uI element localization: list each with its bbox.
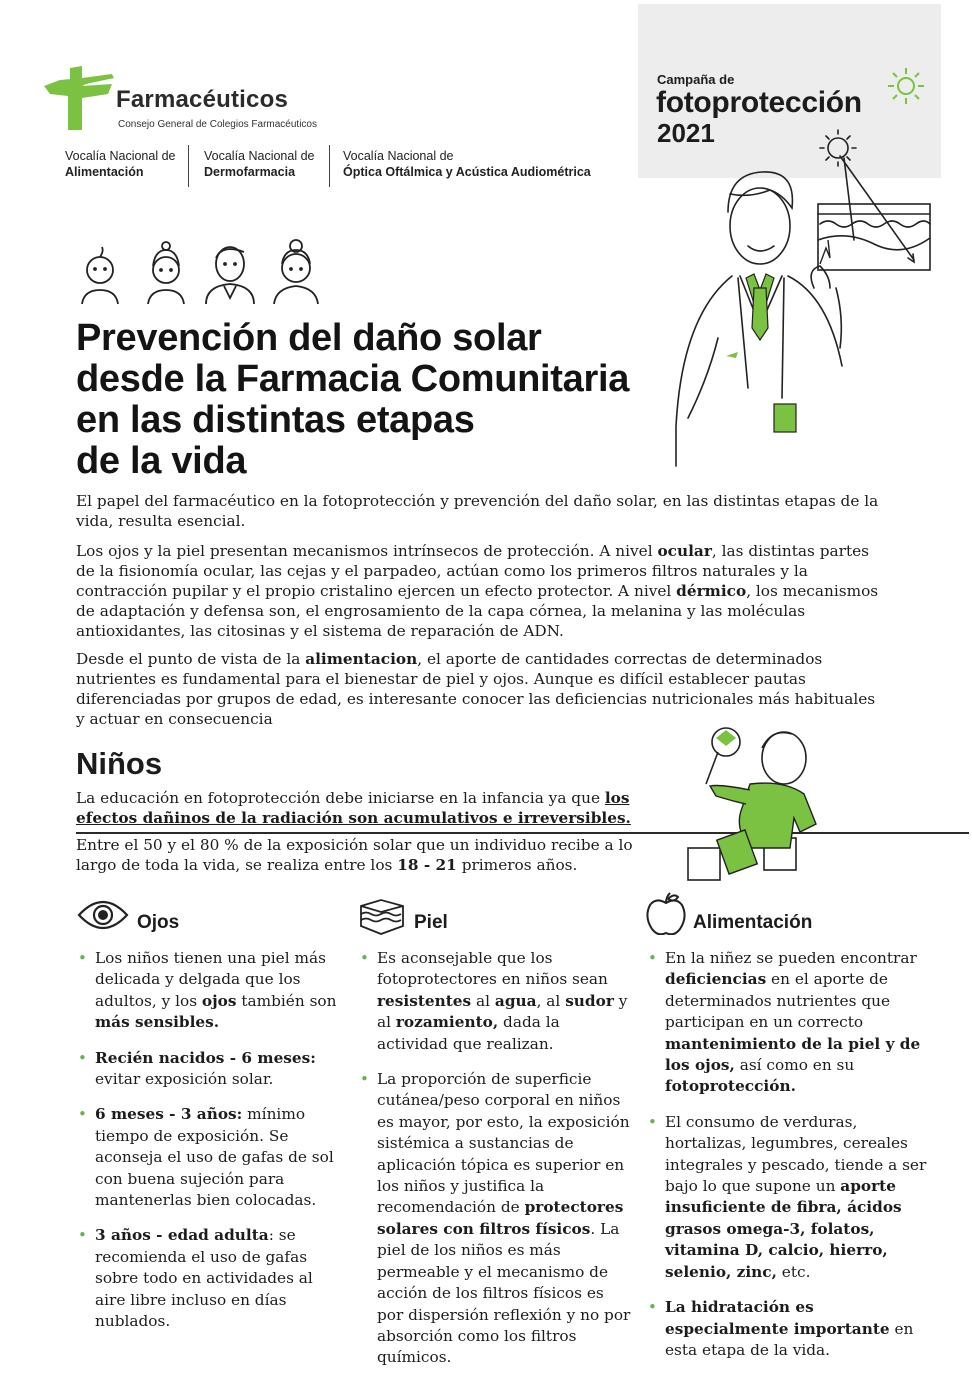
column-piel bbox=[359, 948, 631, 1383]
skin-layers-icon bbox=[357, 898, 407, 936]
list-item: • La hidratación es especialmente importante en esta etapa de la vida. bbox=[647, 1297, 927, 1361]
section-divider bbox=[76, 832, 969, 834]
ninos-text-2: Entre el 50 y el 80 % de la exposición solar que un individuo recibe a lo largo de toda la vida, se realiza entre los 18 - 21 primeros años. bbox=[76, 836, 633, 874]
brand-subtitle: Consejo General de Colegios Farmacéuticos bbox=[118, 119, 317, 130]
column-title-alimentacion: Alimentación bbox=[693, 912, 813, 933]
ninos-text-1: La educación en fotoprotección debe iniciarse en la infancia ya que los efectos dañinos de la radiación son acumulativos e irreversibles. bbox=[76, 789, 631, 827]
vocalia-alimentacion: Vocalía Nacional de Alimentación bbox=[65, 149, 176, 179]
apple-icon bbox=[646, 891, 686, 935]
list-item: • Los niños tienen una piel más delicada y delgada que los adultos, y los ojos también son más sensibles. bbox=[77, 948, 342, 1034]
vocalia-dermofarmacia: Vocalía Nacional de Dermofarmacia bbox=[204, 149, 315, 179]
intro-paragraph-1: El papel del farmacéutico en la fotoprotección y prevención del daño solar, en las distintas etapas de la vida, resulta esencial. bbox=[76, 492, 879, 530]
eye-icon bbox=[77, 897, 129, 933]
list-item: • 6 meses - 3 años: mínimo tiempo de exposición. Se aconseja el uso de gafas de sol con buena sujeción para mantenerlas bien colocadas. bbox=[77, 1104, 342, 1211]
column-ojos bbox=[77, 948, 342, 1347]
campaign-year: 2021 bbox=[657, 118, 715, 148]
list-item: • Es aconsejable que los fotoprotectores en niños sean resistentes al agua, al sudor y al rozamiento, dada la actividad que realizan. bbox=[359, 948, 631, 1055]
family-icons bbox=[78, 238, 324, 306]
column-title-piel: Piel bbox=[414, 912, 448, 933]
list-item: • Recién nacidos - 6 meses: evitar exposición solar. bbox=[77, 1048, 342, 1091]
intro-paragraph-3: Desde el punto de vista de la alimentacion, el aporte de cantidades correctas de determinados nutrientes es fundamental para el bienestar de piel y ojos. Aunque es difícil establecer pautas diferenciadas por grupos de edad, es interesante conocer las deficiencias nutricionales más habituales y actuar en consecuencia bbox=[76, 650, 876, 728]
sun-green-icon bbox=[886, 66, 926, 106]
divider bbox=[188, 145, 189, 187]
campaign-pre: Campaña de bbox=[657, 72, 735, 87]
vocalia-optica: Vocalía Nacional de Óptica Oftálmica y Acústica Audiométrica bbox=[343, 149, 591, 179]
campaign-title: fotoprotección bbox=[656, 86, 862, 119]
section-heading-ninos: Niños bbox=[76, 746, 163, 781]
divider bbox=[329, 145, 330, 187]
farmaceuticos-logo-icon bbox=[42, 60, 114, 132]
list-item: • El consumo de verduras, hortalizas, legumbres, cereales integrales y pescado, tiende a ser bajo lo que supone un aporte insuficiente de fibra, ácidos grasos omega-3, folatos, vitamina D, calcio, hierro, selenio, zinc, etc. bbox=[647, 1112, 927, 1283]
list-item: • La proporción de superficie cutánea/peso corporal en niños es mayor, por esto, la exposición sistémica a sustancias de aplicación tópica es superior en los niños y justifica la recomendación de protectores solares con filtros físicos. La piel de los niños es más permeable y el mecanismo de acción de los filtros físicos es por dispersión reflexión y no por absorción como los filtros químicos. bbox=[359, 1069, 631, 1369]
list-item: • 3 años - edad adulta: se recomienda el uso de gafas sobre todo en actividades al aire libre incluso en días nublados. bbox=[77, 1225, 342, 1332]
list-item: • En la niñez se pueden encontrar deficiencias en el aporte de determinados nutrientes que participan en un correcto mantenimiento de la piel y de los ojos, así como en su fotoprotección. bbox=[647, 948, 927, 1098]
column-alimentacion bbox=[647, 948, 927, 1375]
child-illustration bbox=[686, 720, 826, 884]
intro-paragraph-2: Los ojos y la piel presentan mecanismos intrínsecos de protección. A nivel ocular, las distintas partes de la fisionomía ocular, las cejas y el parpadeo, actúan como los primeros filtros naturales y la contracción pupilar y el propio cristalino ejercen un efecto protector. A nivel dérmico, los mecanismos de adaptación y defensa son, el engrosamiento de la capa córnea, la melanina y las moléculas antioxidantes, las citosinas y el sistema de reparación de ADN. bbox=[76, 542, 879, 640]
page-title: Prevención del daño solar desde la Farmacia Comunitaria en las distintas etapas de la vida bbox=[76, 317, 630, 482]
brand-name: Farmacéuticos bbox=[116, 86, 289, 113]
column-title-ojos: Ojos bbox=[137, 912, 180, 933]
